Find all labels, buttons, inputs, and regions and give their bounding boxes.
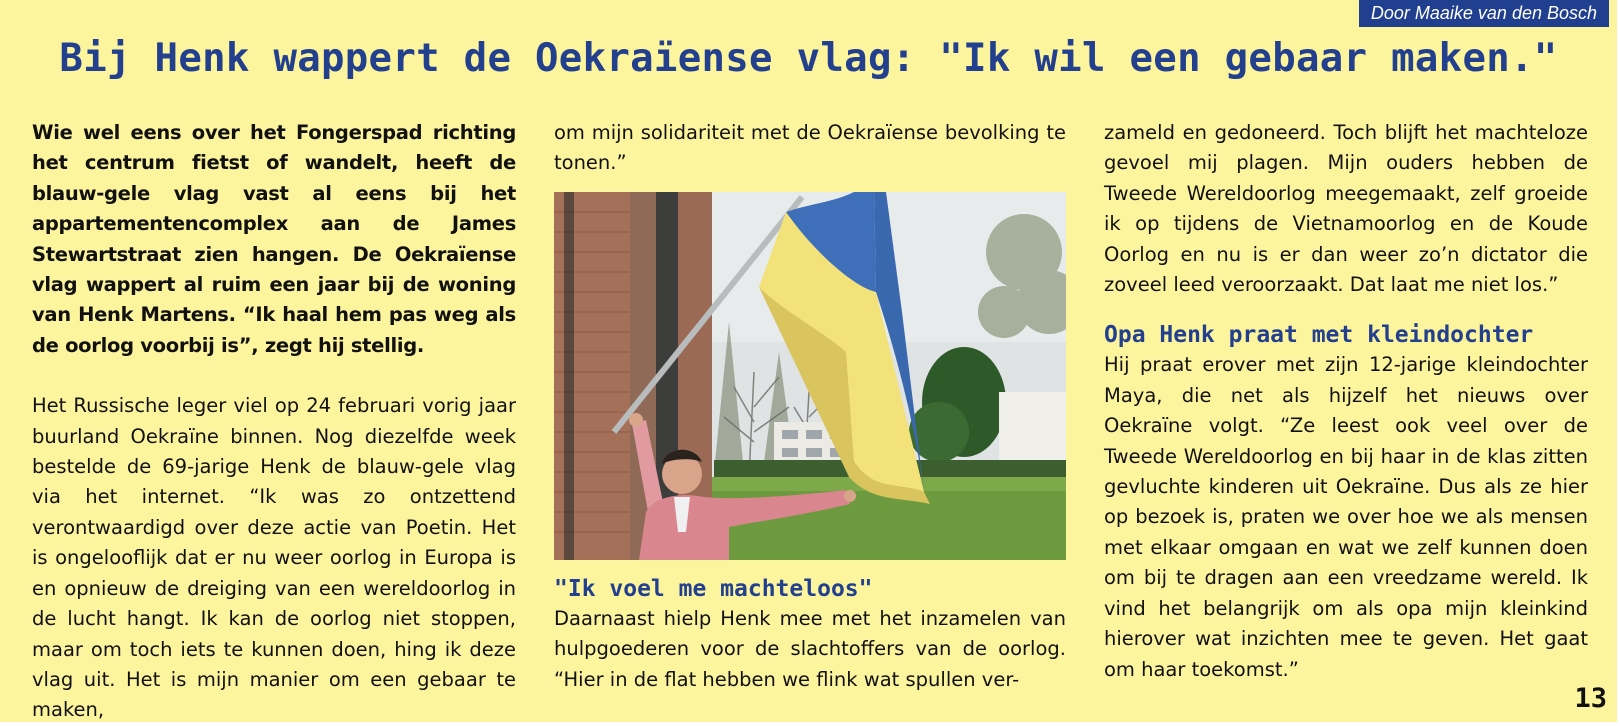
paragraph-gap <box>32 361 516 391</box>
author-byline: Door Maaike van den Bosch <box>1359 0 1609 27</box>
column-3 <box>1104 118 1588 685</box>
article-photo <box>554 192 1066 560</box>
body-paragraph-3b: Hij praat erover met zijn 12-jarige kleindochter Maya, die net als hijzelf het nieuws over Oekraïne volgt. “Ze leest ook veel over de Tweede Wereldoorlog en bij haar in de klas zitten gevluchte kinderen uit Oekraïne. Dus als ze hier op bezoek is, praten we over hoe we als mensen met elkaar omgaan en wat we zelf kunnen doen om bij te dragen aan een vreedzame wereld. Ik vind het belangrijk om als opa mijn kleinkind hierover wat inzichten mee te geven. Het gaat om haar toekomst.” <box>1104 353 1588 681</box>
body-paragraph-2a: om mijn solidariteit met de Oekraïense bevolking te tonen.” <box>554 121 1066 175</box>
column-2 <box>554 118 1066 695</box>
column-1 <box>32 118 516 722</box>
body-paragraph-3a: zameld en gedoneerd. Toch blijft het machteloze gevoel mij plagen. Mijn ouders hebben de Tweede Wereldoorlog meegemaakt, zelf groeide ik op tijdens de Vietnamoorlog en de Koude Oorlog en nu is er dan weer zo’n dictator die zoveel leed veroorzaakt. Dat laat me niet los.” <box>1104 121 1588 297</box>
page-number: 13 <box>1574 683 1607 714</box>
photo-henk-with-flag-illustration <box>554 192 1066 560</box>
article-headline: Bij Henk wappert de Oekraïense vlag: "Ik wil een gebaar maken." <box>59 36 1558 81</box>
body-paragraph-1: Het Russische leger viel op 24 februari vorig jaar buurland Oekraïne binnen. Nog diezelfde week bestelde de 69-jarige Henk de blauw-gele vlag via het internet. “Ik was zo ontzettend verontwaardigd over deze actie van Poetin. Het is ongelooflijk dat er nu weer oorlog in Europa is en opnieuw de dreiging van een wereldoorlog in de lucht hangt. Ik kan de oorlog niet stoppen, maar om toch iets te kunnen doen, hing ik deze vlag uit. Het is mijn manier om een gebaar te maken, <box>32 394 516 722</box>
body-paragraph-2b: Daarnaast hielp Henk mee met het inzamelen van hulpgoederen voor de slachtoffers van de oorlog. “Hier in de flat hebben we flink wat spullen ver- <box>554 606 1066 691</box>
subheading-1: "Ik voel me machteloos" <box>554 575 873 602</box>
lead-paragraph: Wie wel eens over het Fongerspad richting het centrum fietst of wandelt, heeft de blauw-gele vlag vast al eens bij het appartementencomplex aan de James Stewartstraat zien hangen. De Oekraïense vlag wappert al ruim een jaar bij de woning van Henk Martens. “Ik haal hem pas weg als de oorlog voorbij is”, zegt hij stellig. <box>32 121 516 357</box>
subheading-2: Opa Henk praat met kleindochter <box>1104 322 1534 349</box>
